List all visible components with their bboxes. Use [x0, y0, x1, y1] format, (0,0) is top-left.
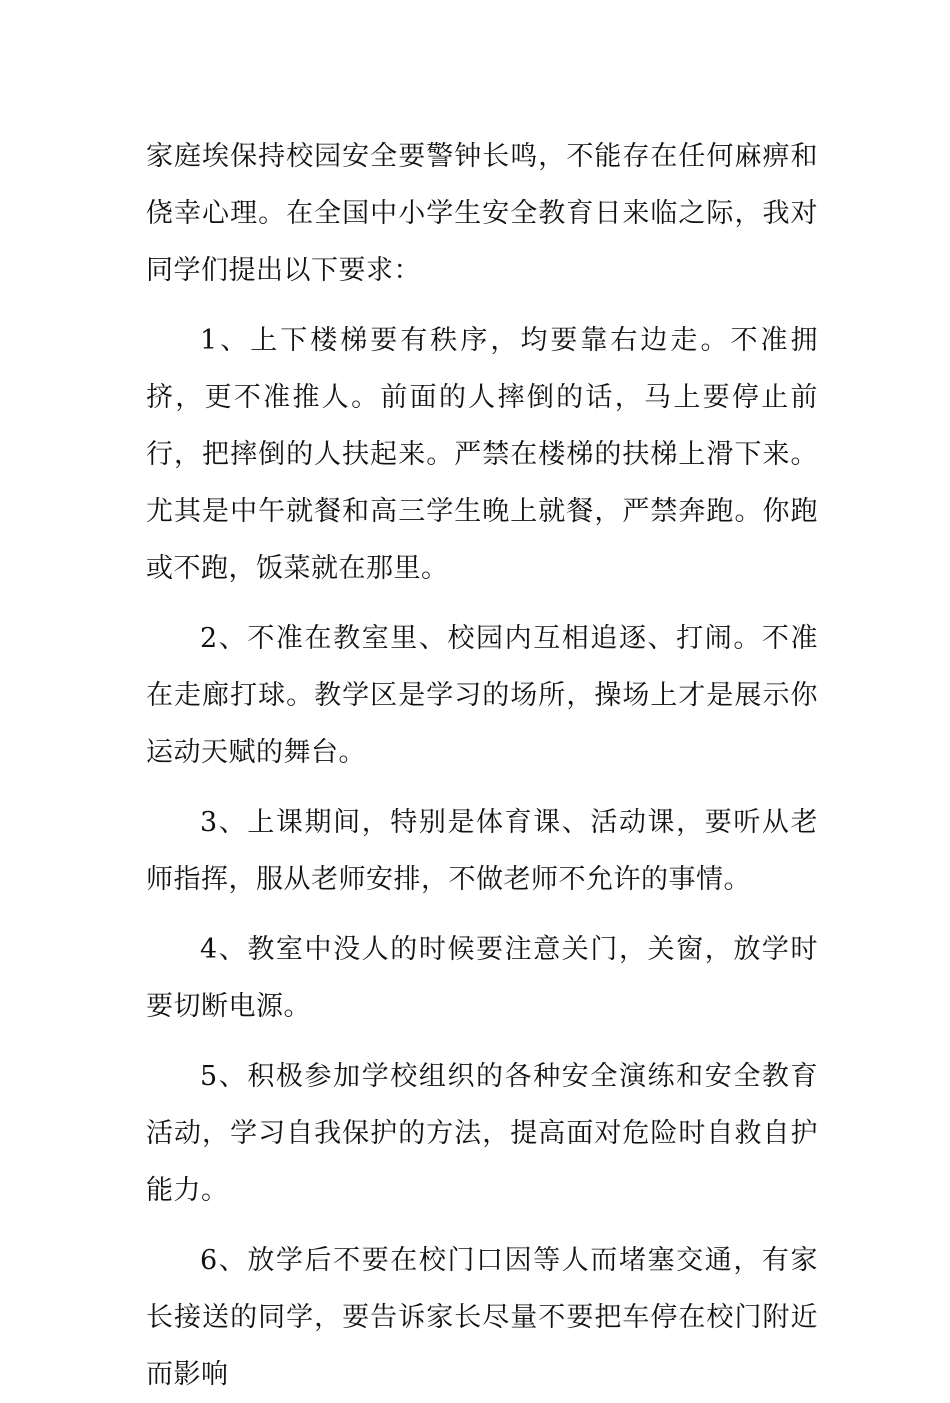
paragraph-item-6: 6、放学后不要在校门口因等人而堵塞交通，有家长接送的同学，要告诉家长尽量不要把车停在校门附近而影响: [146, 1245, 818, 1390]
paragraph-intro: 家庭埃保持校园安全要警钟长鸣，不能存在任何麻痹和侥幸心理。在全国中小学生安全教育日来临之际，我对同学们提出以下要求：: [146, 141, 818, 286]
document-body: [146, 128, 818, 1403]
paragraph-item-2: 2、不准在教室里、校园内互相追逐、打闹。不准在走廊打球。教学区是学习的场所，操场上才是展示你运动天赋的舞台。: [146, 623, 818, 768]
paragraph-item-4: 4、教室中没人的时候要注意关门，关窗，放学时要切断电源。: [146, 934, 818, 1022]
paragraph-item-1: 1、上下楼梯要有秩序，均要靠右边走。不准拥挤，更不准推人。前面的人摔倒的话，马上要停止前行，把摔倒的人扶起来。严禁在楼梯的扶梯上滑下来。尤其是中午就餐和高三学生晚上就餐，严禁奔跑。你跑或不跑，饭菜就在那里。: [146, 325, 818, 584]
paragraph-item-3: 3、上课期间，特别是体育课、活动课，要听从老师指挥，服从老师安排，不做老师不允许的事情。: [146, 807, 818, 895]
paragraph-item-5: 5、积极参加学校组织的各种安全演练和安全教育活动，学习自我保护的方法，提高面对危险时自救自护能力。: [146, 1061, 818, 1206]
